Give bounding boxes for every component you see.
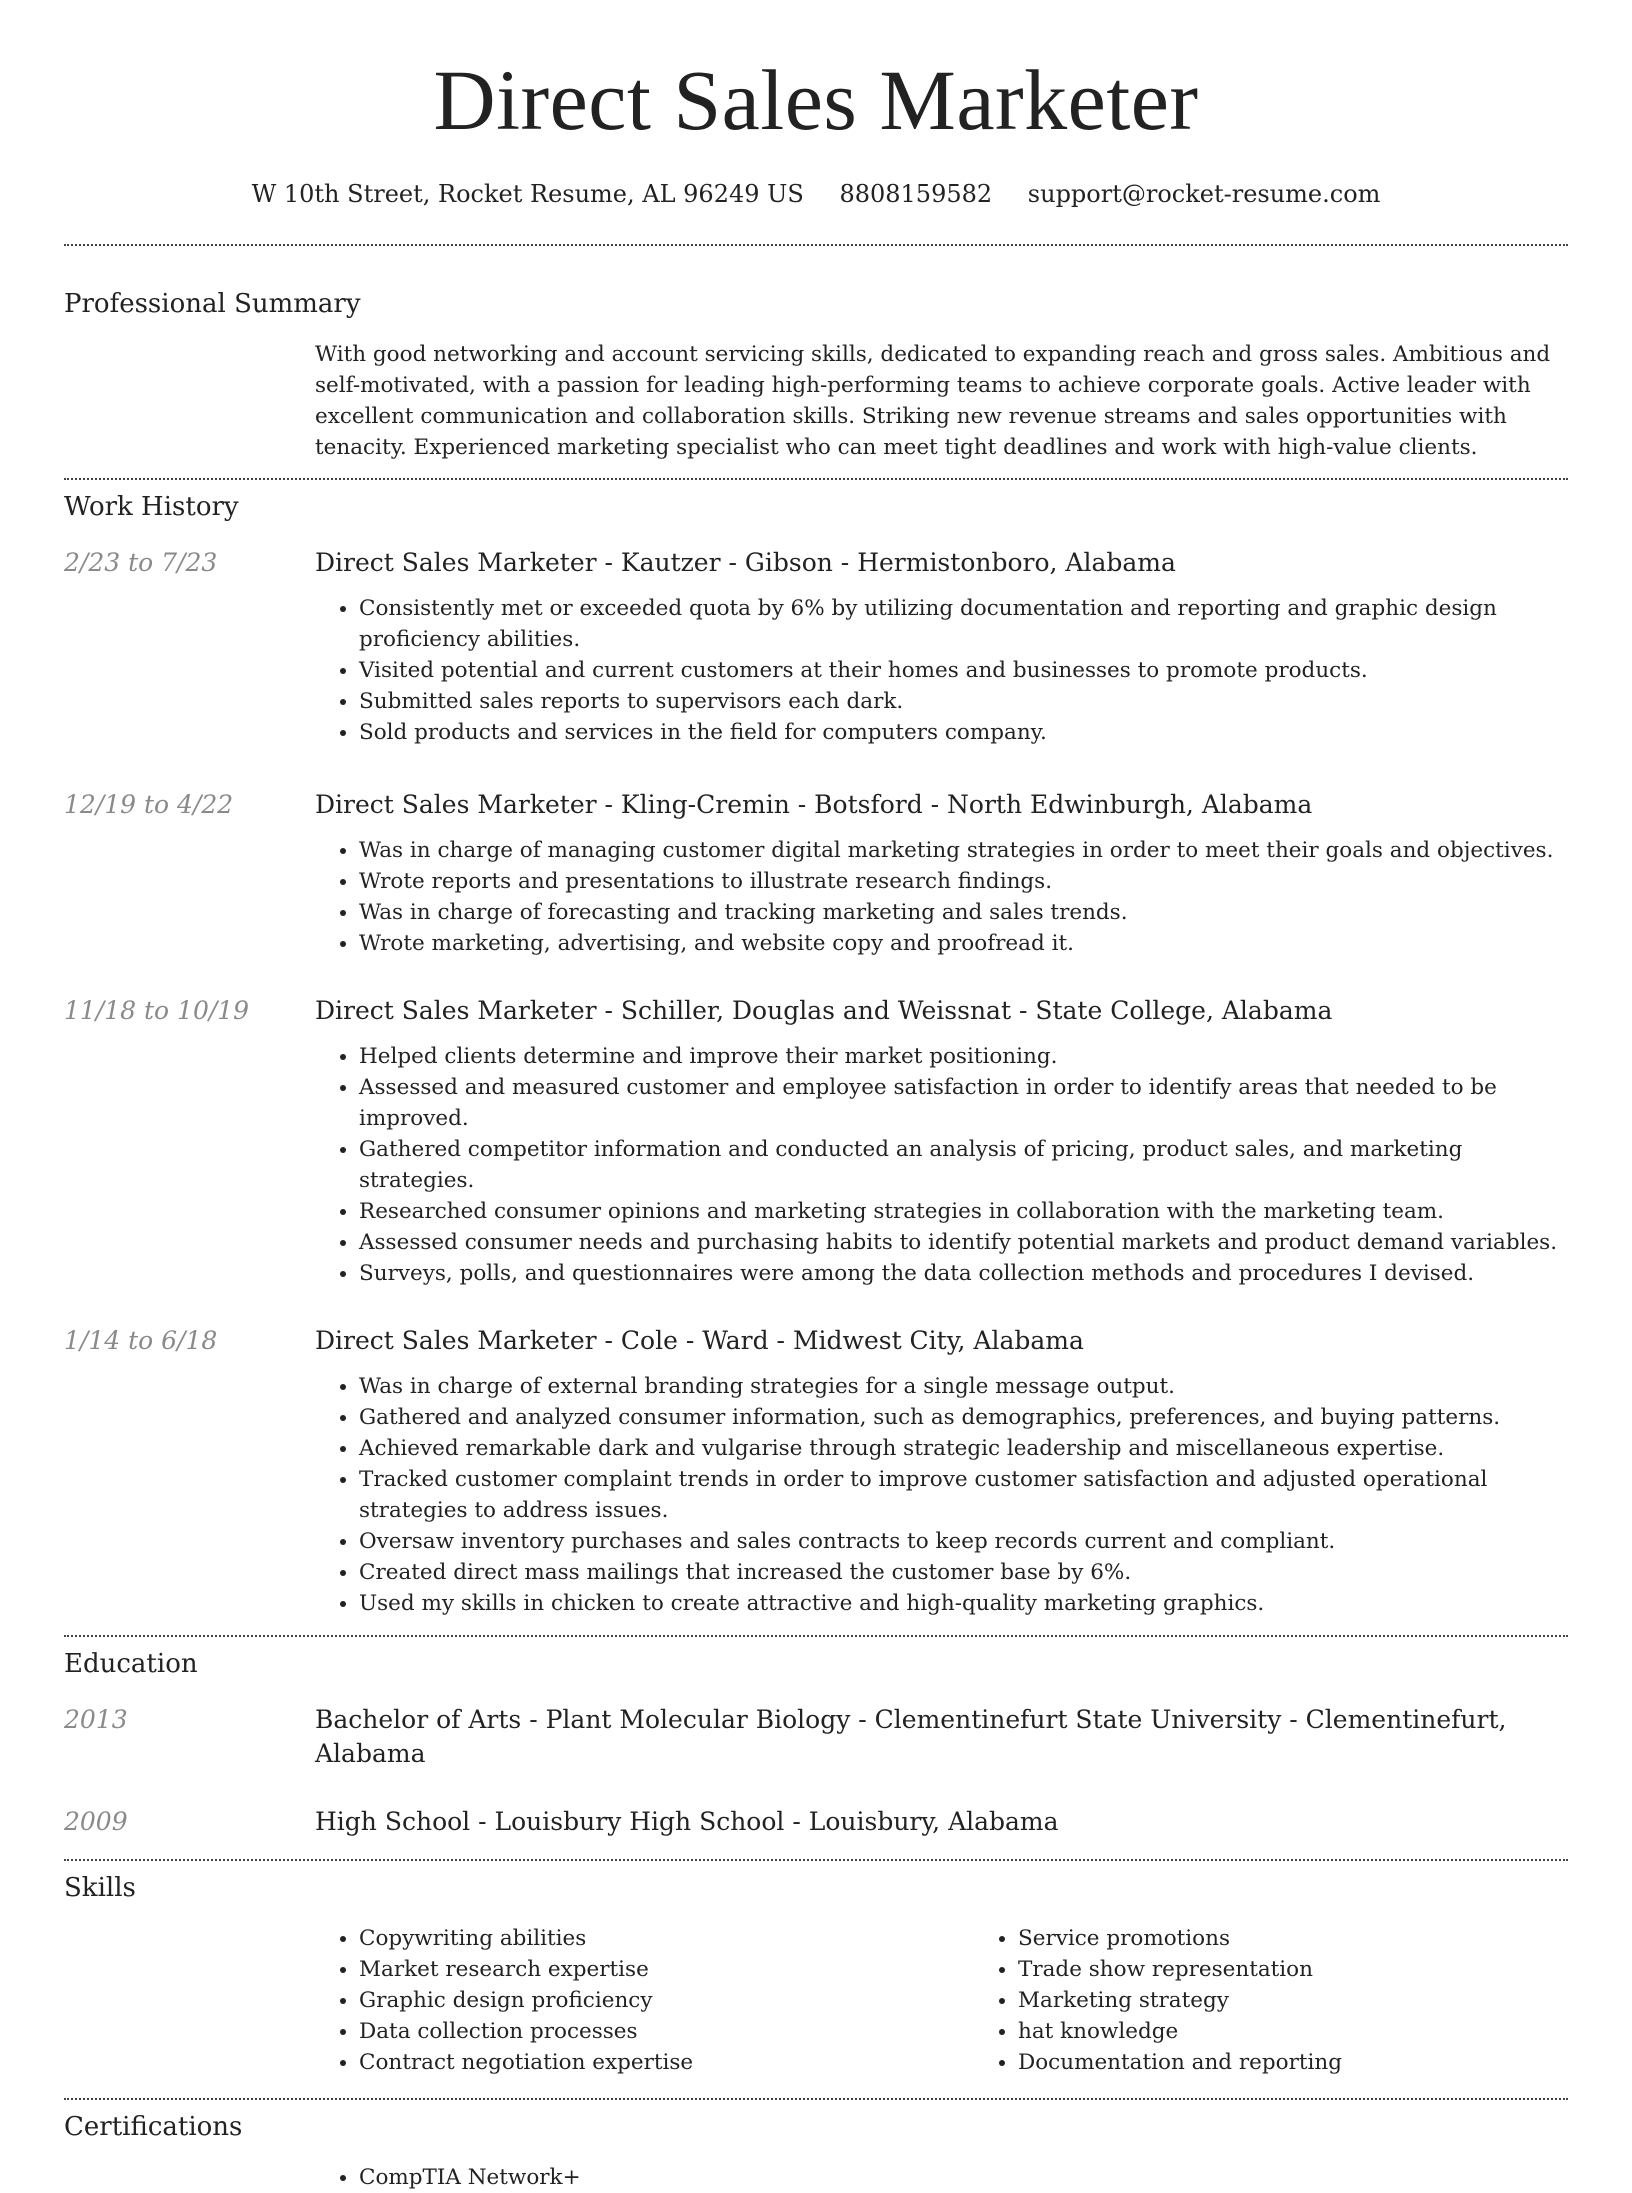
job-date: 11/18 to 10/19 (64, 996, 250, 1025)
job-title: Direct Sales Marketer - Cole - Ward - Midwest City, Alabama (315, 1326, 1084, 1355)
contact-phone: 8808159582 (839, 180, 993, 208)
skill-item: • hat knowledge (1018, 2016, 1632, 2047)
summary-section (64, 246, 1568, 463)
skill-item: • Service promotions (1018, 1923, 1632, 1954)
skill-item: • Market research expertise (359, 1954, 974, 1985)
work-history-section (64, 480, 1568, 1619)
education-text: High School - Louisbury High School - Louisbury, Alabama (315, 1807, 1059, 1836)
job-bullet: • Was in charge of managing customer digital marketing strategies in order to meet their goals and objectives. (359, 835, 1568, 866)
summary-title: Professional Summary (64, 289, 361, 319)
job-bullet: • Was in charge of external branding strategies for a single message output. (359, 1371, 1568, 1402)
job-bullet: • Researched consumer opinions and marketing strategies in collaboration with the marketing team. (359, 1196, 1568, 1227)
job-bullet: • Surveys, polls, and questionnaires were among the data collection methods and procedures I devised. (359, 1258, 1568, 1289)
job-bullets (315, 593, 1568, 748)
job-bullet: • Created direct mass mailings that increased the customer base by 6%. (359, 1557, 1568, 1588)
job-bullet: • Wrote reports and presentations to illustrate research findings. (359, 866, 1568, 897)
job-bullet: • Assessed consumer needs and purchasing habits to identify potential markets and product demand variables. (359, 1227, 1568, 1258)
education-date: 2013 (64, 1705, 128, 1734)
job-date: 1/14 to 6/18 (64, 1326, 218, 1355)
job-bullets (315, 1371, 1568, 1619)
job-date: 12/19 to 4/22 (64, 790, 234, 819)
skill-item: • Copywriting abilities (359, 1923, 974, 1954)
job-bullet: • Used my skills in chicken to create attractive and high-quality marketing graphics. (359, 1588, 1568, 1619)
skill-item: • Marketing strategy (1018, 1985, 1632, 2016)
education-title: Education (64, 1649, 198, 1679)
skills-list-left (315, 1923, 974, 2078)
job-entry (64, 1324, 1568, 1619)
job-title: Direct Sales Marketer - Kautzer - Gibson - Hermistonboro, Alabama (315, 548, 1176, 577)
job-bullet: • Gathered and analyzed consumer information, such as demographics, preferences, and buying patterns. (359, 1402, 1568, 1433)
job-bullet: • Helped clients determine and improve their market positioning. (359, 1041, 1568, 1072)
work-history-title: Work History (64, 492, 239, 522)
job-entry (64, 994, 1568, 1289)
contact-line (64, 178, 1568, 210)
skill-item: • Documentation and reporting (1018, 2047, 1632, 2078)
contact-address: W 10th Street, Rocket Resume, AL 96249 US (251, 180, 804, 208)
job-bullet: • Wrote marketing, advertising, and website copy and proofread it. (359, 928, 1568, 959)
education-date: 2009 (64, 1807, 128, 1836)
education-entry (64, 1703, 1568, 1771)
job-bullet: • Sold products and services in the field for computers company. (359, 717, 1568, 748)
certifications-section (64, 2100, 1568, 2193)
skill-item: • Trade show representation (1018, 1954, 1632, 1985)
job-bullet: • Submitted sales reports to supervisors each dark. (359, 686, 1568, 717)
job-bullet: • Assessed and measured customer and employee satisfaction in order to identify areas that needed to be improved. (359, 1072, 1568, 1134)
skills-title: Skills (64, 1873, 136, 1903)
skills-list-right (974, 1923, 1632, 2078)
job-bullet: • Was in charge of forecasting and tracking marketing and sales trends. (359, 897, 1568, 928)
job-title: Direct Sales Marketer - Kling-Cremin - Botsford - North Edwinburgh, Alabama (315, 790, 1313, 819)
job-bullet: • Visited potential and current customers at their homes and businesses to promote products. (359, 655, 1568, 686)
job-title: Direct Sales Marketer - Schiller, Douglas and Weissnat - State College, Alabama (315, 996, 1333, 1025)
job-bullet: • Achieved remarkable dark and vulgarise through strategic leadership and miscellaneous expertise. (359, 1433, 1568, 1464)
job-bullet: • Oversaw inventory purchases and sales contracts to keep records current and compliant. (359, 1526, 1568, 1557)
job-bullet: • Tracked customer complaint trends in order to improve customer satisfaction and adjusted operational strategies to address issues. (359, 1464, 1568, 1526)
resume-header (64, 0, 1568, 210)
job-entry (64, 788, 1568, 959)
job-bullets (315, 1041, 1568, 1289)
job-bullet: • Consistently met or exceeded quota by 6% by utilizing documentation and reporting and graphic design proficiency abilities. (359, 593, 1568, 655)
certifications-title: Certifications (64, 2112, 243, 2142)
education-entry (64, 1805, 1568, 1839)
job-bullets (315, 835, 1568, 959)
job-entry (64, 546, 1568, 748)
skill-item: • Data collection processes (359, 2016, 974, 2047)
skill-item: • Contract negotiation expertise (359, 2047, 974, 2078)
education-section (64, 1637, 1568, 1839)
certification-item: • CompTIA Network+ (359, 2162, 1568, 2193)
summary-text: With good networking and account servicing skills, dedicated to expanding reach and gross sales. Ambitious and self-motivated, with a passion for leading high-performing teams to achieve corporate goals. Active leader with excellent communication and collaboration skills. Striking new revenue streams and sales opportunities with tenacity. Experienced marketing specialist who can meet tight deadlines and work with high-value clients. (315, 342, 1551, 460)
candidate-name: Direct Sales Marketer (433, 52, 1199, 148)
contact-email: support@rocket-resume.com (1027, 180, 1381, 208)
job-date: 2/23 to 7/23 (64, 548, 218, 577)
job-bullet: • Gathered competitor information and conducted an analysis of pricing, product sales, and marketing strategies. (359, 1134, 1568, 1196)
education-text: Bachelor of Arts - Plant Molecular Biology - Clementinefurt State University - Clementinefurt, Alabama (315, 1705, 1507, 1768)
skills-section (64, 1861, 1568, 2078)
certifications-list (315, 2162, 1568, 2193)
skill-item: • Graphic design proficiency (359, 1985, 974, 2016)
